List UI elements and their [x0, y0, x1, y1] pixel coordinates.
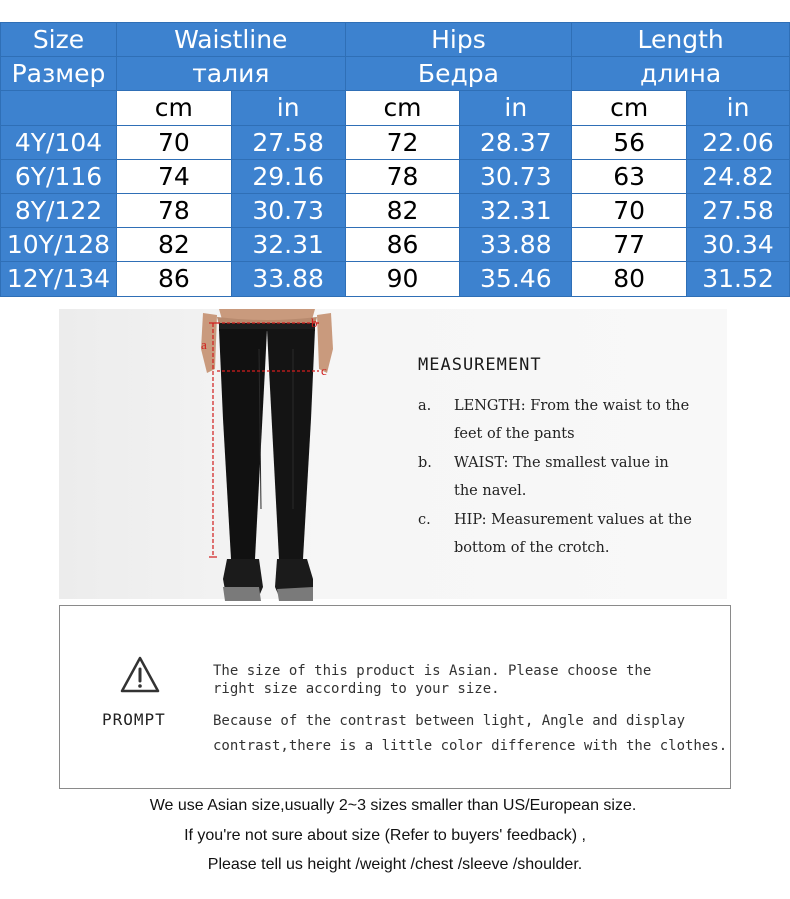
- figure-label-b: b: [311, 315, 318, 330]
- measurement-section: [59, 309, 727, 599]
- hips-cm-cell: 72: [345, 125, 460, 159]
- table-row: [1, 125, 790, 159]
- length-cm-cell: 56: [572, 125, 687, 159]
- prompt-text-asian-size-cont: right size according to your size.: [213, 681, 500, 697]
- length-in-cell: 22.06: [687, 125, 790, 159]
- header-hips-ru: Бедра: [345, 57, 572, 91]
- length-in-cell: 24.82: [687, 159, 790, 193]
- footer-note-measurements: Please tell us height /weight /chest /sleeve /shoulder.: [207, 856, 583, 873]
- size-cell: 10Y/128: [1, 228, 117, 262]
- item-line: bottom of the crotch.: [454, 540, 610, 556]
- footer-note-feedback: If you're not sure about size (Refer to buyers' feedback) ,: [184, 827, 586, 844]
- pants-model-illustration: [197, 309, 337, 601]
- length-in-cell: 27.58: [687, 193, 790, 227]
- size-cell: 8Y/122: [1, 193, 117, 227]
- table-header-row: [1, 23, 790, 57]
- unit-in: in: [687, 91, 790, 125]
- table-row: [1, 262, 790, 296]
- length-in-cell: 31.52: [687, 262, 790, 296]
- measurement-title: MEASUREMENT: [418, 355, 542, 375]
- item-line: WAIST: The smallest value in: [454, 455, 669, 471]
- item-letter: a.: [418, 398, 432, 414]
- header-length-ru: длина: [572, 57, 790, 91]
- length-cm-cell: 77: [572, 228, 687, 262]
- hips-cm-cell: 86: [345, 228, 460, 262]
- hips-in-cell: 30.73: [460, 159, 572, 193]
- waist-in-cell: 33.88: [231, 262, 345, 296]
- header-hips: Hips: [345, 23, 572, 57]
- waist-in-cell: 30.73: [231, 193, 345, 227]
- header-waistline-ru: талия: [116, 57, 345, 91]
- header-size: Size: [1, 23, 117, 57]
- hips-cm-cell: 78: [345, 159, 460, 193]
- waist-in-cell: 29.16: [231, 159, 345, 193]
- footer-note-asian-size: We use Asian size,usually 2~3 sizes smaller than US/European size.: [149, 797, 637, 814]
- header-waistline: Waistline: [116, 23, 345, 57]
- hips-in-cell: 35.46: [460, 262, 572, 296]
- hips-in-cell: 33.88: [460, 228, 572, 262]
- table-row: [1, 159, 790, 193]
- unit-cm: cm: [116, 91, 231, 125]
- table-header-row-ru: [1, 57, 790, 91]
- item-line: LENGTH: From the waist to the: [454, 398, 690, 414]
- prompt-box: [59, 605, 731, 789]
- waist-in-cell: 32.31: [231, 228, 345, 262]
- size-cell: 4Y/104: [1, 125, 117, 159]
- waist-cm-cell: 78: [116, 193, 231, 227]
- waist-cm-cell: 86: [116, 262, 231, 296]
- length-cm-cell: 70: [572, 193, 687, 227]
- table-row: [1, 228, 790, 262]
- size-cell: 6Y/116: [1, 159, 117, 193]
- prompt-label: PROMPT: [102, 710, 166, 729]
- unit-empty-cell: [1, 91, 117, 125]
- unit-in: in: [460, 91, 572, 125]
- table-unit-row: [1, 91, 790, 125]
- length-cm-cell: 80: [572, 262, 687, 296]
- size-cell: 12Y/134: [1, 262, 117, 296]
- item-line: the navel.: [454, 483, 527, 499]
- hips-in-cell: 32.31: [460, 193, 572, 227]
- header-length: Length: [572, 23, 790, 57]
- header-size-ru: Размер: [1, 57, 117, 91]
- unit-cm: cm: [572, 91, 687, 125]
- waist-cm-cell: 70: [116, 125, 231, 159]
- length-cm-cell: 63: [572, 159, 687, 193]
- item-line: HIP: Measurement values at the: [454, 512, 692, 528]
- figure-label-c: c: [321, 363, 327, 378]
- length-in-cell: 30.34: [687, 228, 790, 262]
- prompt-text-asian-size: The size of this product is Asian. Please choose the: [213, 663, 652, 679]
- figure-label-a: a: [201, 337, 207, 352]
- item-letter: b.: [418, 455, 432, 471]
- hips-cm-cell: 90: [345, 262, 460, 296]
- prompt-text-color-difference-cont: contrast,there is a little color difference with the clothes.: [213, 738, 728, 754]
- waist-in-cell: 27.58: [231, 125, 345, 159]
- prompt-text-color-difference: Because of the contrast between light, Angle and display: [213, 713, 686, 729]
- hips-in-cell: 28.37: [460, 125, 572, 159]
- size-chart-table: [0, 22, 790, 297]
- unit-in: in: [231, 91, 345, 125]
- item-line: feet of the pants: [454, 426, 575, 442]
- table-row: [1, 193, 790, 227]
- item-letter: c.: [418, 512, 431, 528]
- hips-cm-cell: 82: [345, 193, 460, 227]
- unit-cm: cm: [345, 91, 460, 125]
- warning-triangle-icon: [120, 656, 160, 694]
- waist-cm-cell: 74: [116, 159, 231, 193]
- waist-cm-cell: 82: [116, 228, 231, 262]
